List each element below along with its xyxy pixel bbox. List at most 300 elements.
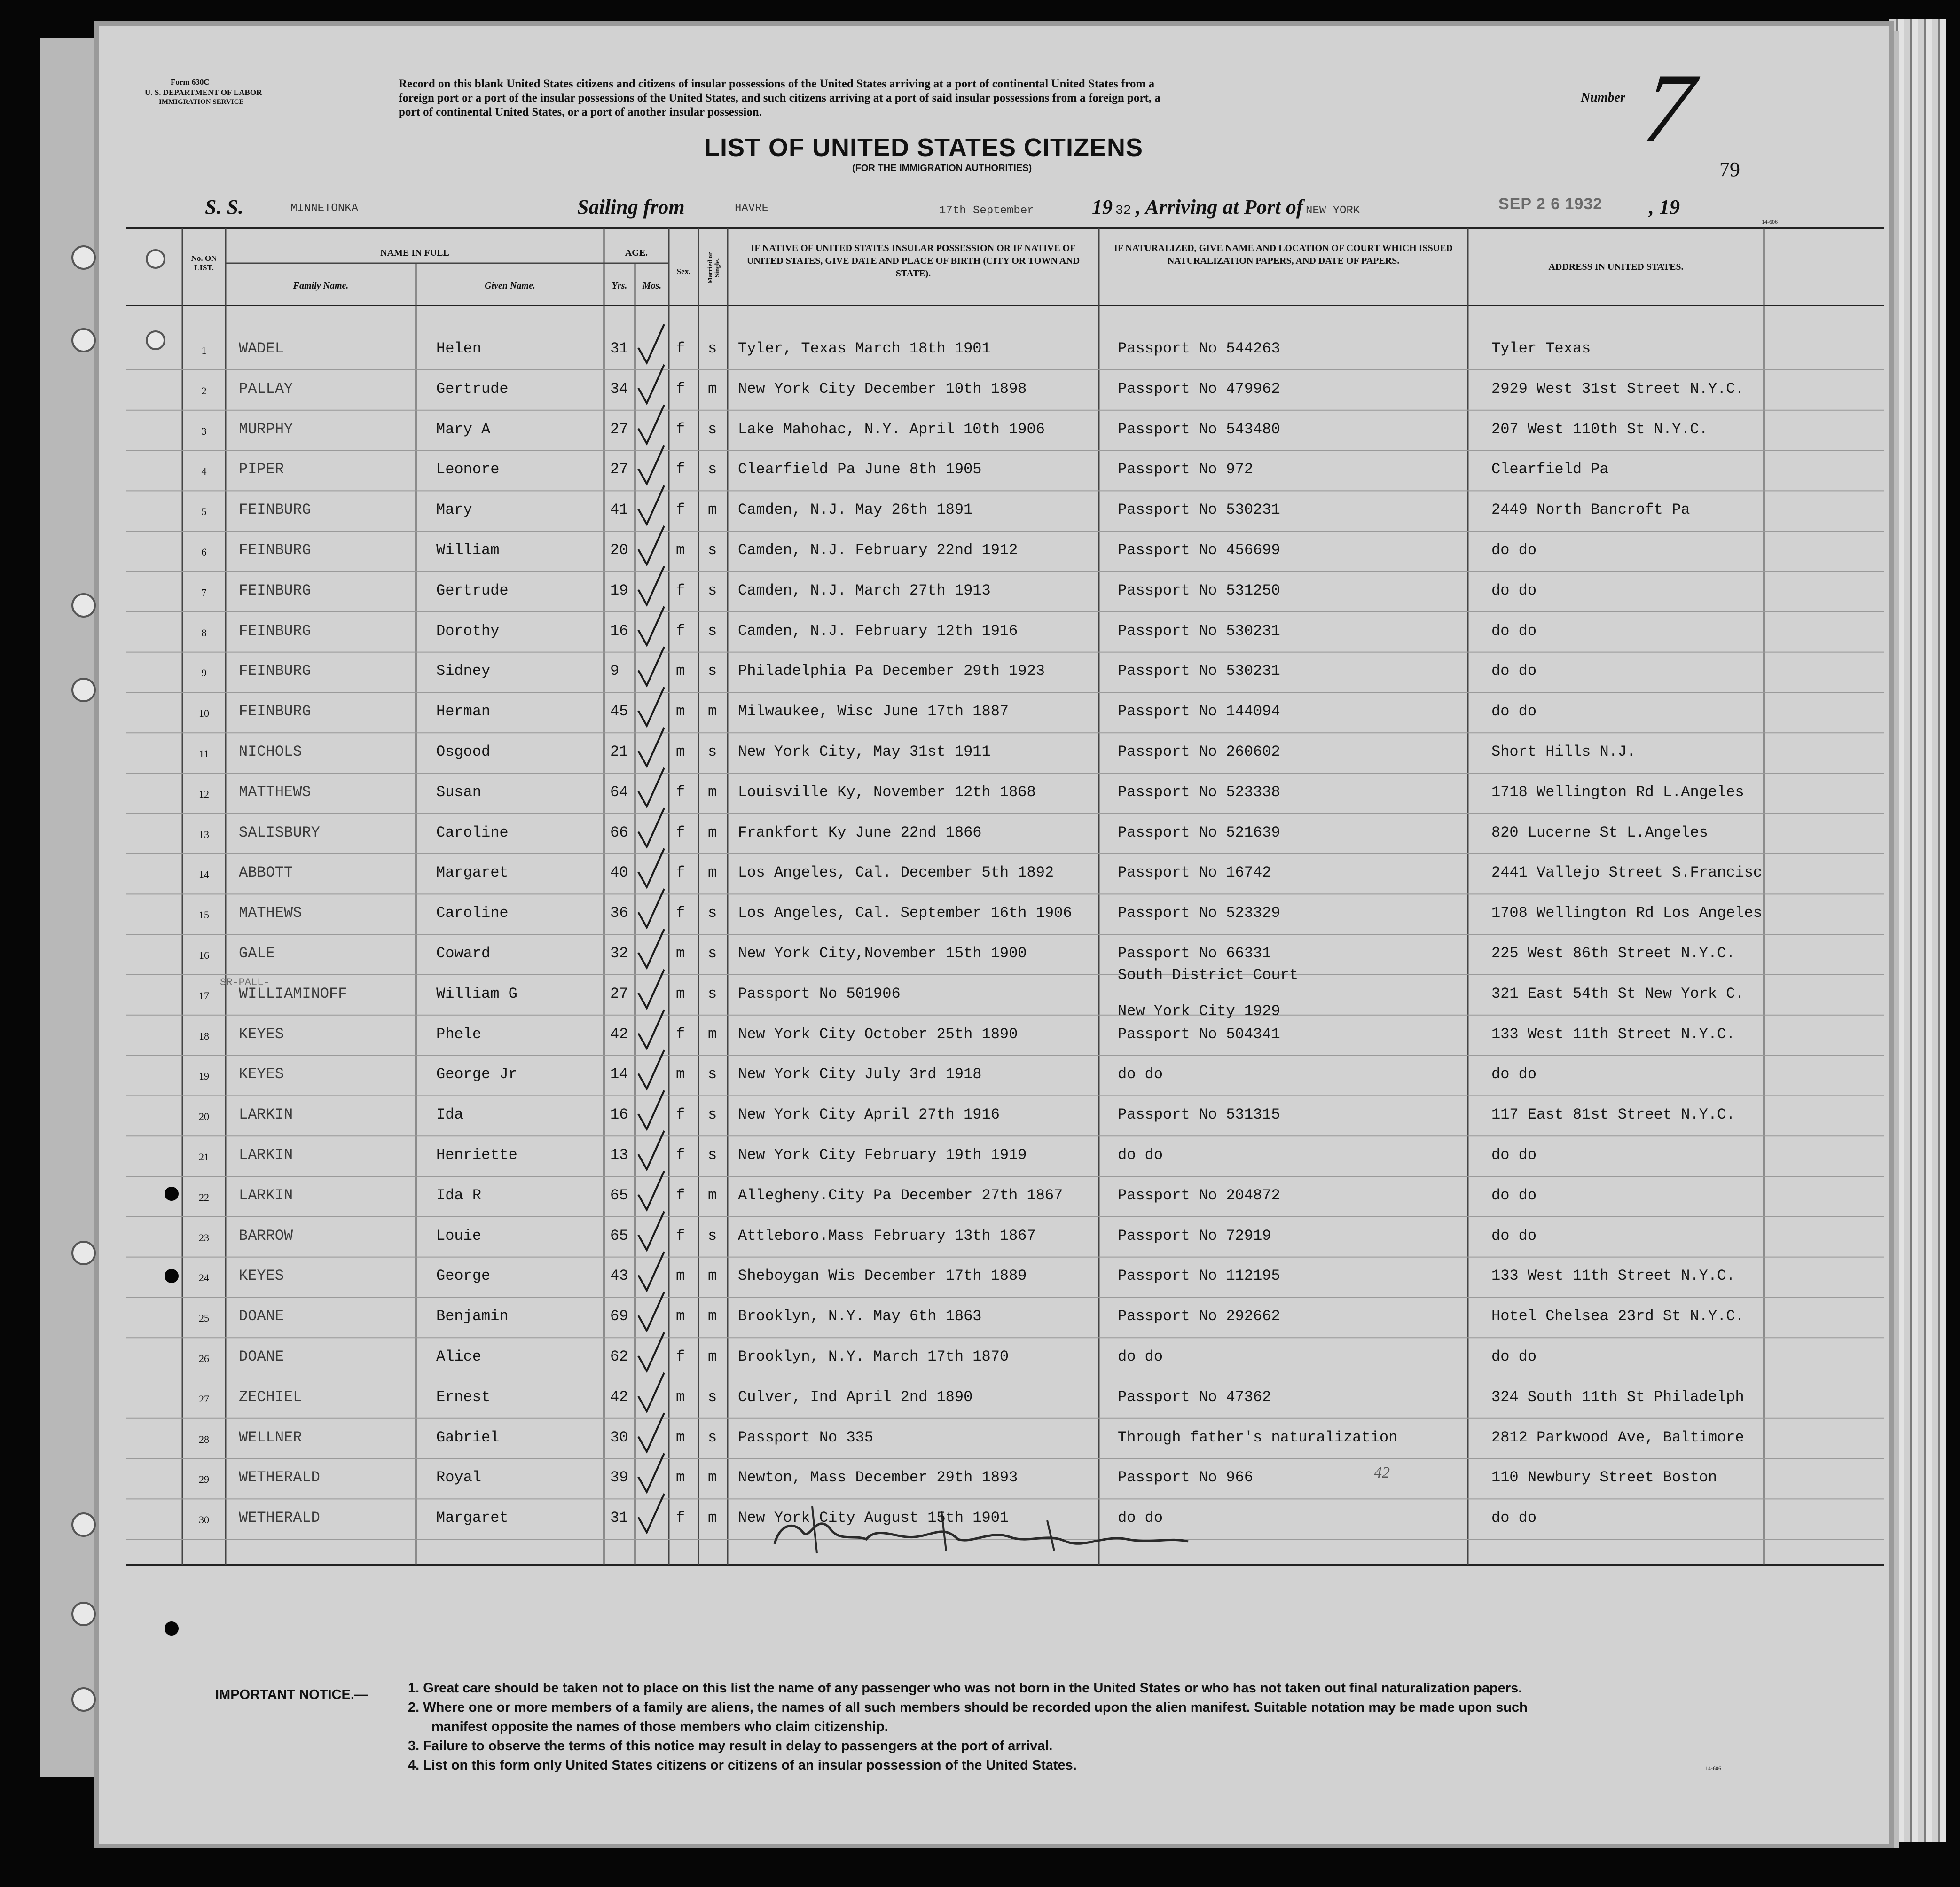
binder-hole <box>71 1241 96 1265</box>
cell-birth: Newton, Mass December 29th 1893 <box>738 1469 1018 1487</box>
cell-age: 65 <box>610 1227 628 1245</box>
cell-nat: Passport No 66331 <box>1118 945 1271 962</box>
cell-no: 4 <box>201 465 207 478</box>
header-age: AGE. <box>625 248 648 258</box>
cell-sex: m <box>676 1388 685 1406</box>
cell-sex: m <box>676 541 685 559</box>
check-mark <box>638 1332 664 1371</box>
check-mark <box>638 1131 664 1169</box>
cell-given: Mary <box>436 501 472 519</box>
cell-family: WETHERALD <box>239 1509 320 1527</box>
cell-family: DOANE <box>239 1308 284 1325</box>
cell-nat: Passport No 260602 <box>1118 743 1280 760</box>
cell-given: Caroline <box>436 904 509 922</box>
cell-no: 30 <box>199 1514 209 1526</box>
cell-sex: f <box>676 622 685 640</box>
cell-ms: s <box>708 1146 717 1164</box>
cell-sex: f <box>676 340 685 357</box>
arrival-stamp: SEP 2 6 1932 <box>1498 195 1603 213</box>
cell-given: Herman <box>436 703 491 720</box>
cell-no: 15 <box>199 909 209 921</box>
cell-family: BARROW <box>239 1227 293 1245</box>
cell-addr: do do <box>1491 1227 1537 1245</box>
intro-line-2: foreign port or a port of the insular possessions of the United States, and such citizens arriving at a port of said insular possessions from a foreign port, a <box>399 92 1160 104</box>
check-mark <box>638 445 664 484</box>
check-mark <box>638 728 664 766</box>
cell-no: 19 <box>199 1070 209 1082</box>
cell-sex: f <box>676 1146 685 1164</box>
cell-sex: m <box>676 985 685 1002</box>
cell-birth: Louisville Ky, November 12th 1868 <box>738 783 1036 801</box>
cell-nat: Passport No 531315 <box>1118 1106 1280 1124</box>
cell-age: 43 <box>610 1267 628 1285</box>
cell-birth: New York City August 15th 1901 <box>738 1509 1009 1527</box>
cell-no: 10 <box>199 707 209 720</box>
cell-age: 34 <box>610 380 628 398</box>
binder-hole <box>71 1512 96 1537</box>
check-mark <box>638 889 664 927</box>
cell-sex: m <box>676 1469 685 1487</box>
header-birth: IF NATIVE OF UNITED STATES INSULAR POSSESSION OR IF NATIVE OF UNITED STATES, GIVE DATE AND PLACE OF BIRTH (CITY OR TOWN AND STATE). <box>746 243 1080 279</box>
cell-addr: 133 West 11th Street N.Y.C. <box>1491 1267 1735 1285</box>
notice-item-3: 3. Failure to observe the terms of this notice may result in delay to passengers at the port of arrival. <box>408 1738 1053 1754</box>
cell-sex: m <box>676 703 685 720</box>
cell-sex: f <box>676 783 685 801</box>
cell-age: 14 <box>610 1065 628 1083</box>
cell-birth: Philadelphia Pa December 29th 1923 <box>738 662 1045 680</box>
cell-sex: f <box>676 501 685 519</box>
cell-addr: 2441 Vallejo Street S.Francisc <box>1491 864 1763 882</box>
ss-label: S. S. <box>205 196 243 219</box>
cell-addr: 1708 Wellington Rd Los Angeles <box>1491 904 1763 922</box>
cell-sex: f <box>676 461 685 478</box>
cell-given: Margaret <box>436 1509 509 1527</box>
number-label: Number <box>1581 90 1625 105</box>
cell-addr: do do <box>1491 662 1537 680</box>
binder-hole <box>71 1602 96 1626</box>
page-title: LIST OF UNITED STATES CITIZENS <box>704 133 1143 162</box>
cell-sex: f <box>676 1025 685 1043</box>
check-mark <box>638 1212 664 1250</box>
arriving-label: , Arriving at Port of <box>1136 196 1303 219</box>
cell-no: 21 <box>199 1151 209 1163</box>
cell-given: Louie <box>436 1227 482 1245</box>
list-number: 7 <box>1638 54 1700 163</box>
check-mark <box>638 1252 664 1290</box>
year-prefix-2: , 19 <box>1649 196 1680 219</box>
cell-age: 21 <box>610 743 628 760</box>
cell-sex: m <box>676 1308 685 1325</box>
cell-given: Ida <box>436 1106 463 1124</box>
check-mark <box>638 1010 664 1049</box>
cell-family: FEINBURG <box>239 501 311 519</box>
cell-age: 66 <box>610 823 628 841</box>
cell-birth: Attleboro.Mass February 13th 1867 <box>738 1227 1036 1245</box>
cell-no: 13 <box>199 828 209 840</box>
cell-sex: f <box>676 823 685 841</box>
cell-addr: do do <box>1491 581 1537 599</box>
cell-ms: s <box>708 1106 717 1124</box>
form-id: Form 630C <box>171 78 210 86</box>
cell-ms: m <box>708 864 717 882</box>
cell-nat: Passport No 543480 <box>1118 420 1280 438</box>
cell-age: 27 <box>610 420 628 438</box>
cell-birth: Lake Mahohac, N.Y. April 10th 1906 <box>738 420 1045 438</box>
cell-no: 5 <box>201 506 207 518</box>
cell-ms: m <box>708 1308 717 1325</box>
notice-item-2: 2. Where one or more members of a family are aliens, the names of all such members should be recorded upon the alien manifest. Suitable notation may be made upon such <box>408 1700 1528 1715</box>
cell-age: 42 <box>610 1025 628 1043</box>
cell-no: 2 <box>201 384 207 397</box>
cell-no: 29 <box>199 1473 209 1486</box>
intro-line-3: port of continental United States, or a port of another insular possession. <box>399 106 762 118</box>
cell-given: Phele <box>436 1025 482 1043</box>
cell-age: 27 <box>610 985 628 1002</box>
cell-family: FEINBURG <box>239 541 311 559</box>
check-mark <box>638 1494 664 1532</box>
cell-no: 16 <box>199 949 209 961</box>
cell-addr: Tyler Texas <box>1491 340 1591 357</box>
cell-given: George <box>436 1267 491 1285</box>
header-name-in-full: NAME IN FULL <box>380 248 449 258</box>
year-suffix: 32 <box>1115 204 1131 218</box>
cell-addr: do do <box>1491 703 1537 720</box>
check-mark <box>638 526 664 564</box>
cell-ms: s <box>708 904 717 922</box>
cell-addr: Clearfield Pa <box>1491 461 1609 478</box>
cell-age: 32 <box>610 945 628 962</box>
header-yrs: Yrs. <box>612 281 627 291</box>
row-17-overwrite: SR-PALL- <box>220 977 270 988</box>
cell-addr: 225 West 86th Street N.Y.C. <box>1491 945 1735 962</box>
check-mark <box>638 607 664 645</box>
cell-given: Helen <box>436 340 482 357</box>
department: U. S. DEPARTMENT OF LABOR <box>145 88 262 97</box>
check-mark <box>638 1373 664 1411</box>
cell-family: MATTHEWS <box>239 783 311 801</box>
cell-family: LARKIN <box>239 1106 293 1124</box>
cell-sex: m <box>676 1065 685 1083</box>
form-grid <box>126 40 1884 1842</box>
cell-birth: Allegheny.City Pa December 27th 1867 <box>738 1186 1063 1204</box>
cell-birth: New York City April 27th 1916 <box>738 1106 1000 1124</box>
cell-ms: m <box>708 823 717 841</box>
cell-ms: m <box>708 1186 717 1204</box>
binder-hole <box>71 678 96 702</box>
cell-addr: 117 East 81st Street N.Y.C. <box>1491 1106 1735 1124</box>
page-subtitle: (FOR THE IMMIGRATION AUTHORITIES) <box>852 163 1032 173</box>
notice-item-1: 1. Great care should be taken not to place on this list the name of any passenger who was not born in the United States or who has not taken out final naturalization papers. <box>408 1681 1522 1696</box>
cell-birth: Milwaukee, Wisc June 17th 1887 <box>738 703 1009 720</box>
cell-ms: s <box>708 1428 717 1446</box>
cell-addr: do do <box>1491 1146 1537 1164</box>
cell-sex: m <box>676 662 685 680</box>
notice-label: IMPORTANT NOTICE.— <box>215 1687 368 1702</box>
cell-family: ABBOTT <box>239 864 293 882</box>
check-mark <box>638 687 664 726</box>
cell-no: 26 <box>199 1353 209 1364</box>
sailing-date: 17th September <box>939 204 1034 217</box>
cell-age: 69 <box>610 1308 628 1325</box>
cell-nat: Passport No 504341 <box>1118 1025 1280 1043</box>
header-naturalization: IF NATURALIZED, GIVE NAME AND LOCATION OF COURT WHICH ISSUED NATURALIZATION PAPERS, AND DATE OF PAPERS. <box>1114 243 1453 266</box>
cell-given: Coward <box>436 945 491 962</box>
cell-given: Margaret <box>436 864 509 882</box>
cell-nat: Passport No 204872 <box>1118 1186 1280 1204</box>
check-mark <box>638 405 664 444</box>
cell-given: Dorothy <box>436 622 500 640</box>
cell-sex: f <box>676 1348 685 1365</box>
cell-ms: m <box>708 1267 717 1285</box>
cell-no: 23 <box>199 1231 209 1244</box>
cell-age: 64 <box>610 783 628 801</box>
cell-ms: s <box>708 622 717 640</box>
cell-given: William G <box>436 985 517 1002</box>
cell-ms: s <box>708 985 717 1002</box>
cell-ms: s <box>708 541 717 559</box>
cell-age: 42 <box>610 1388 628 1406</box>
cell-birth: Passport No 335 <box>738 1428 874 1446</box>
cell-age: 40 <box>610 864 628 882</box>
header-sex: Sex. <box>676 267 691 276</box>
cell-birth: Clearfield Pa June 8th 1905 <box>738 461 982 478</box>
cell-no: 8 <box>201 626 207 639</box>
cell-family: FEINBURG <box>239 662 311 680</box>
cell-addr: 2812 Parkwood Ave, Baltimore <box>1491 1428 1744 1446</box>
cell-age: 39 <box>610 1469 628 1487</box>
cell-addr: Short Hills N.J. <box>1491 743 1636 760</box>
cell-addr: 321 East 54th St New York C. <box>1491 985 1744 1002</box>
cell-birth: New York City July 3rd 1918 <box>738 1065 982 1083</box>
cell-no: 17 <box>199 989 209 1002</box>
cell-age: 30 <box>610 1428 628 1446</box>
cell-birth: Camden, N.J. February 12th 1916 <box>738 622 1018 640</box>
cell-addr: 133 West 11th Street N.Y.C. <box>1491 1025 1735 1043</box>
check-mark <box>638 1453 664 1492</box>
notice-item-4: 4. List on this form only United States citizens or citizens of an insular possession of the United States. <box>408 1758 1077 1773</box>
notice-code: 14-606 <box>1705 1765 1721 1771</box>
cell-no: 18 <box>199 1030 209 1042</box>
cell-no: 3 <box>201 425 207 437</box>
service: IMMIGRATION SERVICE <box>159 98 244 106</box>
cell-birth: Sheboygan Wis December 17th 1889 <box>738 1267 1027 1285</box>
cell-addr: do do <box>1491 1509 1537 1527</box>
cell-ms: s <box>708 1065 717 1083</box>
cell-family: WELLNER <box>239 1428 302 1446</box>
cell-given: Alice <box>436 1348 482 1365</box>
cell-addr: do do <box>1491 1348 1537 1365</box>
intro-line-1: Record on this blank United States citizens and citizens of insular possessions of the United States arriving at a port of continental United States from a <box>399 78 1155 90</box>
ship-name: MINNETONKA <box>290 202 359 215</box>
cell-birth: New York City February 19th 1919 <box>738 1146 1027 1164</box>
citizen-list-form <box>126 40 1884 1842</box>
check-mark <box>638 929 664 968</box>
cell-family: GALE <box>239 945 275 962</box>
check-mark <box>638 1050 664 1088</box>
cell-no: 6 <box>201 546 207 558</box>
year-prefix: 19 <box>1092 196 1113 219</box>
cell-ms: m <box>708 783 717 801</box>
cell-nat: Passport No 16742 <box>1118 864 1271 882</box>
cell-birth: Camden, N.J. May 26th 1891 <box>738 501 973 519</box>
cell-given: George Jr <box>436 1065 517 1083</box>
cell-no: 1 <box>201 345 207 356</box>
cell-birth: New York City,November 15th 1900 <box>738 945 1027 962</box>
cell-nat: do do <box>1118 1146 1163 1164</box>
cell-addr: 324 South 11th St Philadelph <box>1491 1388 1744 1406</box>
cell-family: KEYES <box>239 1025 284 1043</box>
cell-ms: s <box>708 420 717 438</box>
cell-no: 27 <box>199 1393 209 1405</box>
cell-no: 7 <box>201 586 207 598</box>
cell-sex: f <box>676 904 685 922</box>
cell-nat: Passport No 972 <box>1118 461 1254 478</box>
cell-age: 36 <box>610 904 628 922</box>
cell-nat: Passport No 112195 <box>1118 1267 1280 1285</box>
cell-addr: do do <box>1491 622 1537 640</box>
cell-sex: f <box>676 1186 685 1204</box>
cell-age: 65 <box>610 1186 628 1204</box>
binder-hole <box>71 593 96 618</box>
cell-nat: Passport No 966 <box>1118 1469 1254 1487</box>
check-mark <box>638 1292 664 1331</box>
cell-sex: f <box>676 864 685 882</box>
print-code: 14-606 <box>1762 219 1778 225</box>
cell-nat: Passport No 544263 <box>1118 340 1280 357</box>
cell-no: 20 <box>199 1111 209 1123</box>
cell-given: Royal <box>436 1469 482 1487</box>
cell-family: FEINBURG <box>239 622 311 640</box>
cell-family: MURPHY <box>239 420 293 438</box>
check-mark <box>638 566 664 605</box>
cell-age: 13 <box>610 1146 628 1164</box>
cell-age: 45 <box>610 703 628 720</box>
check-mark <box>638 1090 664 1129</box>
check-mark <box>638 365 664 403</box>
cell-addr: 1718 Wellington Rd L.Angeles <box>1491 783 1744 801</box>
cell-nat: Passport No 523329 <box>1118 904 1280 922</box>
cell-family: WADEL <box>239 340 284 357</box>
cell-birth: New York City December 10th 1898 <box>738 380 1027 398</box>
cell-birth: Brooklyn, N.Y. March 17th 1870 <box>738 1348 1009 1365</box>
cell-family: SALISBURY <box>239 823 320 841</box>
cell-nat: Passport No 530231 <box>1118 622 1280 640</box>
cell-ms: m <box>708 380 717 398</box>
cell-family: LARKIN <box>239 1186 293 1204</box>
cell-nat: Passport No 530231 <box>1118 501 1280 519</box>
cell-birth: Frankfort Ky June 22nd 1866 <box>738 823 982 841</box>
cell-ms: m <box>708 1025 717 1043</box>
cell-addr: Hotel Chelsea 23rd St N.Y.C. <box>1491 1308 1744 1325</box>
header-address: ADDRESS IN UNITED STATES. <box>1548 262 1684 272</box>
cell-nat: do do <box>1118 1065 1163 1083</box>
cell-age: 62 <box>610 1348 628 1365</box>
cell-given: Gertrude <box>436 581 509 599</box>
cell-ms: s <box>708 581 717 599</box>
cell-nat: Passport No 47362 <box>1118 1388 1271 1406</box>
binder-hole <box>71 1687 96 1712</box>
cell-sex: m <box>676 743 685 760</box>
cell-family: KEYES <box>239 1065 284 1083</box>
cell-no: 11 <box>199 748 209 759</box>
cell-given: Benjamin <box>436 1308 509 1325</box>
cell-nat: Passport No 72919 <box>1118 1227 1271 1245</box>
cell-nat: Passport No 531250 <box>1118 581 1280 599</box>
cell-family: PIPER <box>239 461 284 478</box>
cell-given: William <box>436 541 500 559</box>
sailing-from: HAVRE <box>735 202 769 215</box>
cell-addr: 820 Lucerne St L.Angeles <box>1491 823 1708 841</box>
cell-sex: f <box>676 380 685 398</box>
cell-ms: s <box>708 461 717 478</box>
cell-nat: Passport No 479962 <box>1118 380 1280 398</box>
check-mark <box>638 970 664 1008</box>
header-family-name: Family Name. <box>293 281 349 291</box>
cell-family: NICHOLS <box>239 743 302 760</box>
arriving-port: NEW YORK <box>1306 204 1360 217</box>
header-mos: Mos. <box>642 281 662 291</box>
cell-no: 9 <box>201 667 207 679</box>
check-mark <box>638 1413 664 1452</box>
cell-no: 12 <box>199 788 209 800</box>
binder-hole <box>71 245 96 270</box>
cell-no: 28 <box>199 1433 209 1445</box>
cell-birth: Camden, N.J. February 22nd 1912 <box>738 541 1018 559</box>
cell-birth: New York City October 25th 1890 <box>738 1025 1018 1043</box>
cell-given: Ida R <box>436 1186 482 1204</box>
cell-given: Mary A <box>436 420 491 438</box>
cell-given: Susan <box>436 783 482 801</box>
cell-nat: Passport No 144094 <box>1118 703 1280 720</box>
check-mark <box>638 647 664 685</box>
header-married: Married or Single. <box>707 252 721 284</box>
cell-given: Gertrude <box>436 380 509 398</box>
cell-family: WETHERALD <box>239 1469 320 1487</box>
cell-family: ZECHIEL <box>239 1388 302 1406</box>
cell-age: 19 <box>610 581 628 599</box>
cell-nat-line-2: New York City 1929 <box>1118 1002 1280 1020</box>
cell-no: 25 <box>199 1312 209 1324</box>
cell-age: 31 <box>610 1509 628 1527</box>
cell-family: DOANE <box>239 1348 284 1365</box>
cell-ms: s <box>708 945 717 962</box>
cell-nat: Passport No 292662 <box>1118 1308 1280 1325</box>
cell-age: 27 <box>610 461 628 478</box>
notice-item-2-cont: manifest opposite the names of those members who claim citizenship. <box>431 1719 888 1734</box>
cell-addr: 2449 North Bancroft Pa <box>1491 501 1690 519</box>
cell-addr: 110 Newbury Street Boston <box>1491 1469 1717 1487</box>
cell-age: 16 <box>610 1106 628 1124</box>
cell-sex: m <box>676 1267 685 1285</box>
cell-age: 41 <box>610 501 628 519</box>
cell-addr: do do <box>1491 1065 1537 1083</box>
cell-addr: do do <box>1491 541 1537 559</box>
cell-nat: Passport No 456699 <box>1118 541 1280 559</box>
binder-hole <box>71 328 96 352</box>
page-number: 79 <box>1719 158 1740 181</box>
header-given-name: Given Name. <box>485 281 535 291</box>
check-mark <box>638 324 664 363</box>
cell-ms: m <box>708 501 717 519</box>
cell-nat: South District Court <box>1118 966 1299 984</box>
cell-birth: Tyler, Texas March 18th 1901 <box>738 340 991 357</box>
sailing-label: Sailing from <box>577 196 685 219</box>
cell-sex: m <box>676 945 685 962</box>
cell-sex: f <box>676 1106 685 1124</box>
cell-nat: Passport No 521639 <box>1118 823 1280 841</box>
cell-ms: s <box>708 1227 717 1245</box>
stacked-page-edges <box>1889 19 1946 1842</box>
